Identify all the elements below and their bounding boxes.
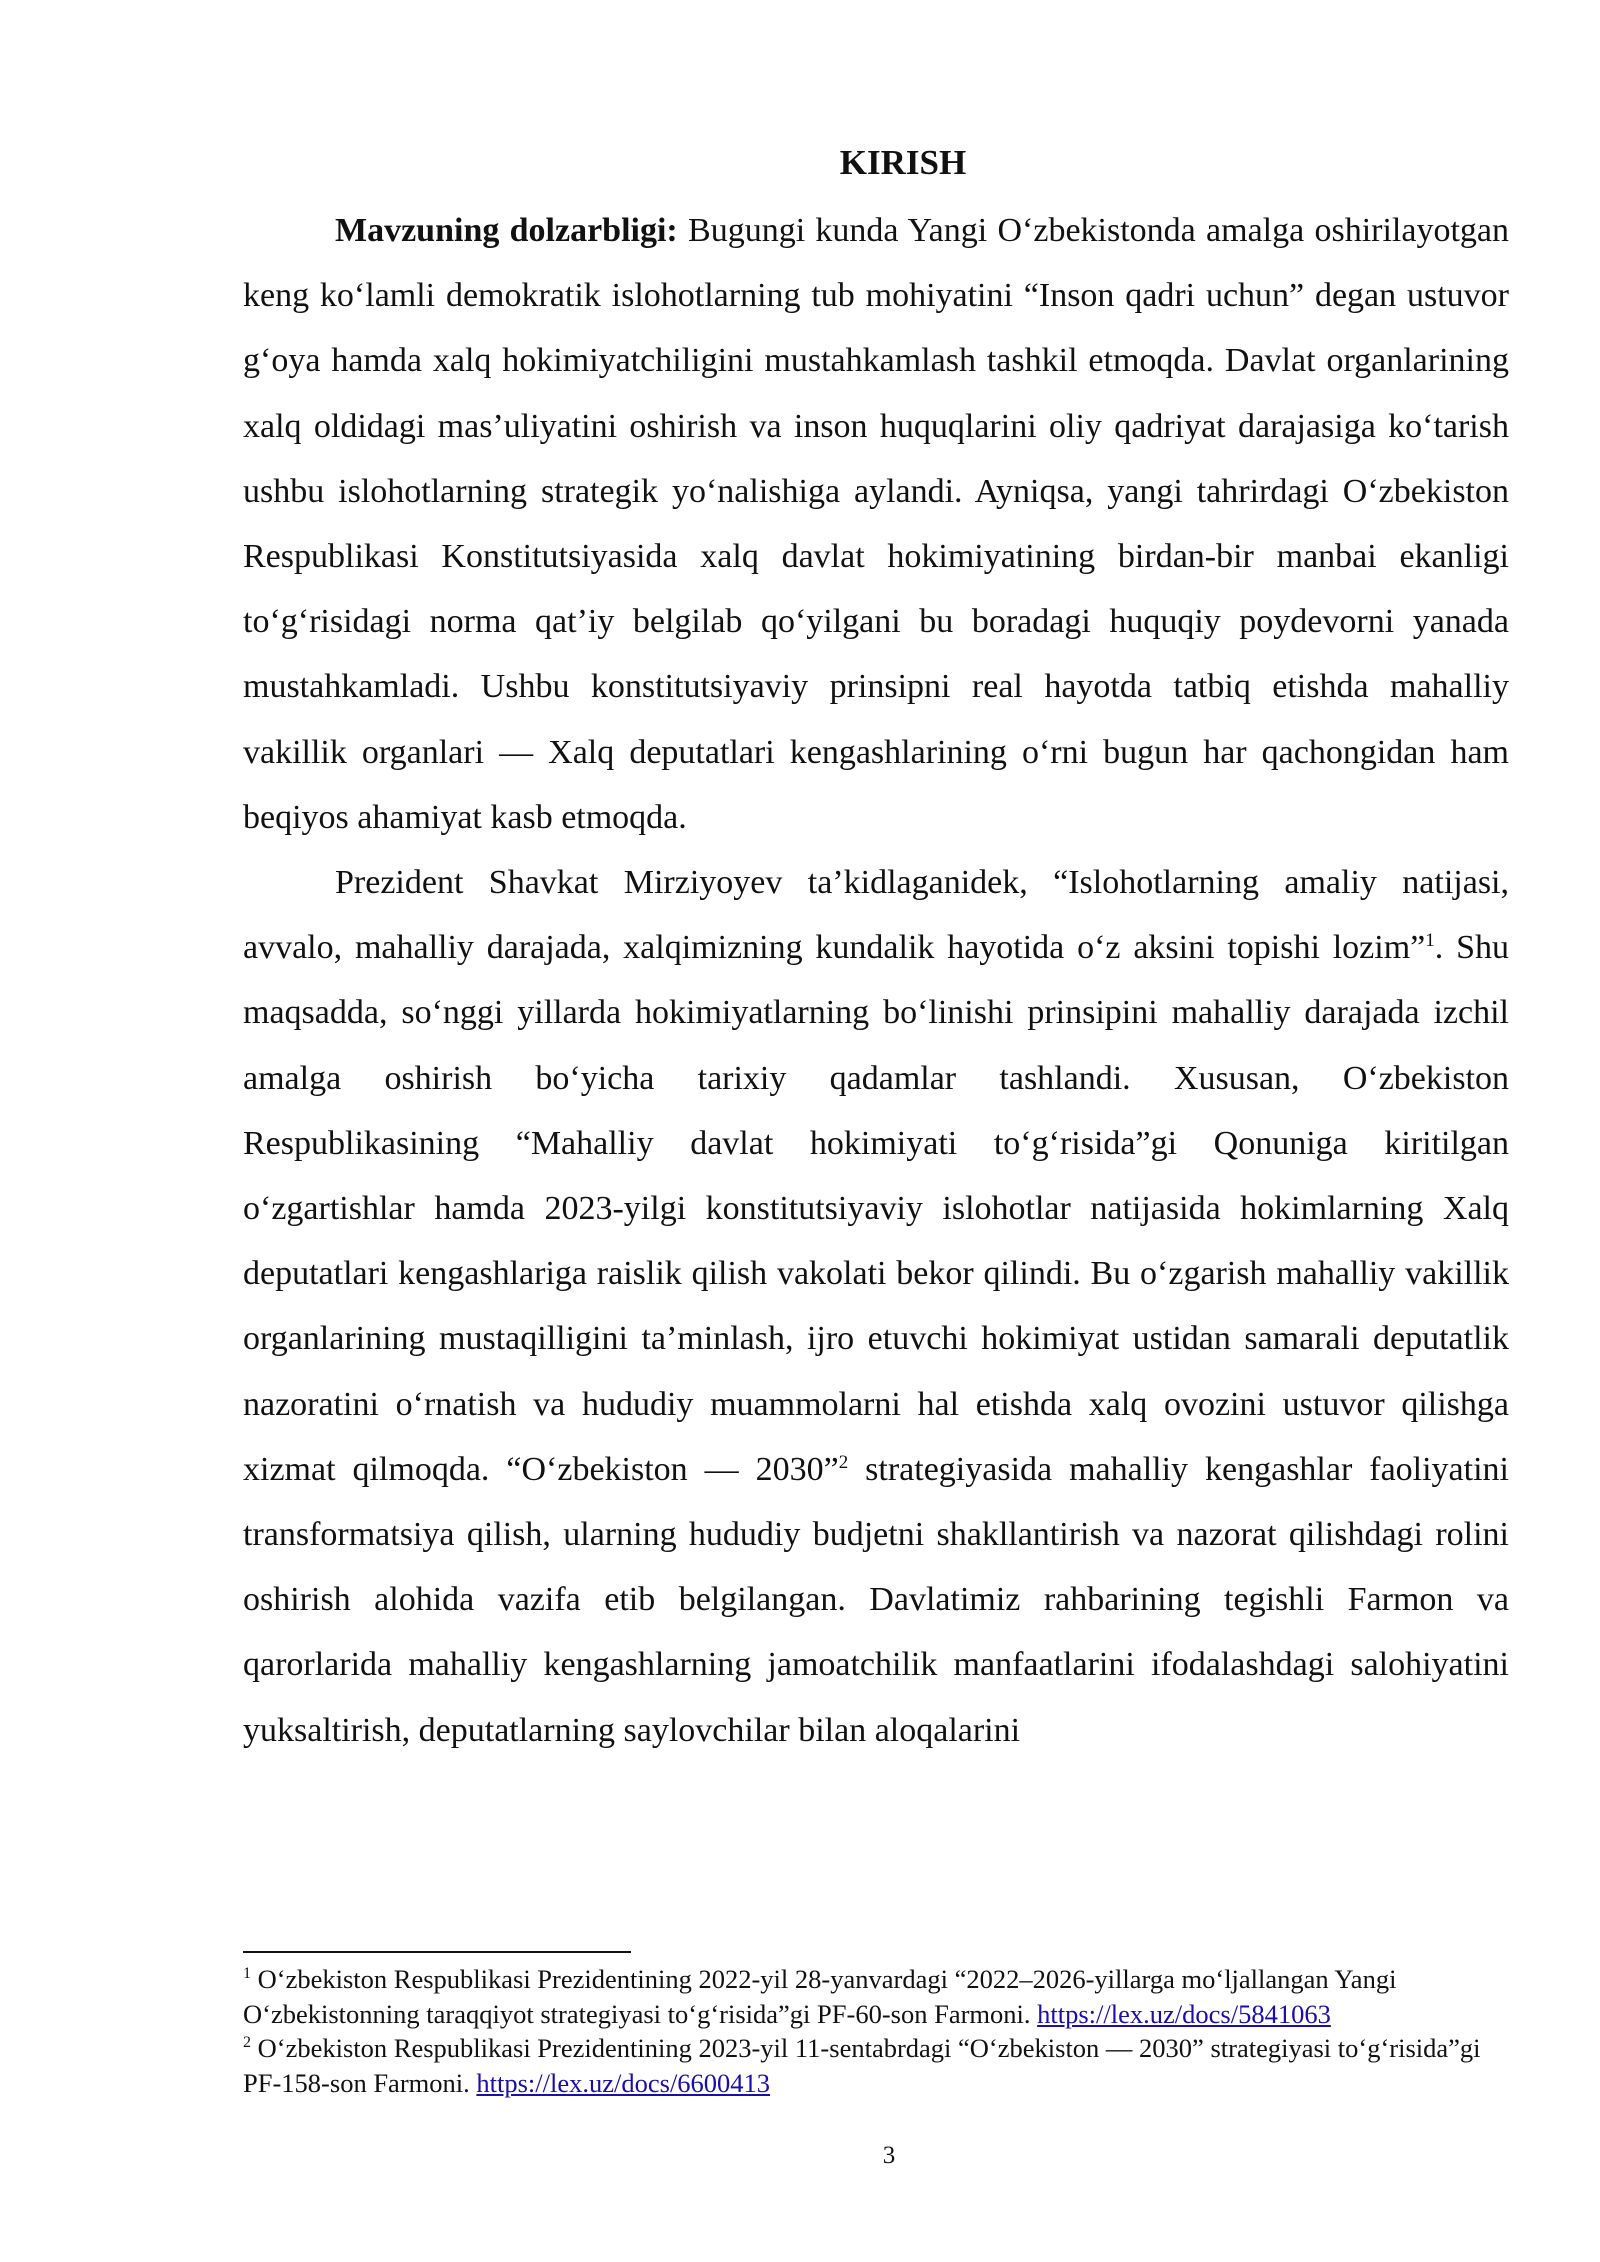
page-number: 3 <box>882 2142 896 2169</box>
footnote-2 <box>243 2031 1509 2100</box>
footnote-ref-2[interactable]: 2 <box>838 1451 849 1473</box>
paragraph-text: . Shu maqsadda, so‘nggi yillarda hokimiyatlarning bo‘linishi prinsipini mahalliy darajada izchil amalga oshirish bo‘yicha tarixiy qadamlar tashlandi. Xususan, O‘zbekiston Respublikasining “Mahalliy davlat hokimiyati to‘g‘risida”gi Qonuniga kiritilgan o‘zgartishlar hamda 2023-yilgi konstitutsiyaviy islohotlar natijasida hokimlarning Xalq deputatlari kengashlariga raislik qilish vakolati bekor qilindi. Bu o‘zgarish mahalliy vakillik organlarining mustaqilligini ta’minlash, ijro etuvchi hokimiyat ustidan samarali deputatlik nazoratini o‘rnatish va hududiy muammolarni hal etishda xalq ovozini ustuvor qilishga xizmat qilmoqda. “O‘zbekiston — 2030” <box>243 929 1509 1488</box>
footnotes <box>243 1962 1509 2100</box>
paragraph-relevance <box>243 198 1509 850</box>
paragraph-text: Bugungi kunda Yangi O‘zbekistonda amalga oshirilayotgan keng ko‘lamli demokratik islohotlarning tub mohiyatini “Inson qadri uchun” degan ustuvor g‘oya hamda xalq hokimiyatchiligini mustahkamlash tashkil etmoqda. Davlat organlarining xalq oldidagi mas’uliyatini oshirish va inson huquqlarini oliy qadriyat darajasiga ko‘tarish ushbu islohotlarning strategik yo‘nalishiga aylandi. Ayniqsa, yangi tahrirdagi O‘zbekiston Respublikasi Konstitutsiyasida xalq davlat hokimiyatining birdan-bir manbai ekanligi to‘g‘risidagi norma qat’iy belgilab qo‘yilgani bu boradagi huquqiy poydevorni yanada mustahkamladi. Ushbu konstitutsiyaviy prinsipni real hayotda tatbiq etishda mahalliy vakillik organlari — Xalq deputatlari kengashlarining o‘rni bugun har qachongidan ham beqiyos ahamiyat kasb etmoqda. <box>243 212 1509 836</box>
section-title: KIRISH <box>839 143 967 182</box>
footnote-link-1[interactable]: https://lex.uz/docs/5841063 <box>1037 1998 1331 2029</box>
footnote-1 <box>243 1962 1509 2031</box>
paragraph-text: Prezident Shavkat Mirziyoyev ta’kidlaganidek, “Islohotlarning amaliy natijasi, avvalo, mahalliy darajada, xalqimizning kundalik hayotida o‘z aksini topishi lozim” <box>243 864 1509 967</box>
footnote-text: O‘zbekiston Respublikasi Prezidentining 2022-yil 28-yanvardagi “2022–2026-yillarga mo‘ljallangan Yangi O‘zbekistonning taraqqiyot strategiyasi to‘g‘risida”gi PF-60-son Farmoni. <box>243 1964 1397 2029</box>
paragraph-lead: Mavzuning dolzarbligi: <box>335 212 678 249</box>
paragraph-text: strategiyasida mahalliy kengashlar faoliyatini transformatsiya qilish, ularning hududiy budjetni shakllantirish va nazorat qilishdagi rolini oshirish alohida vazifa etib belgilangan. Davlatimiz rahbarining tegishli Farmon va qarorlarida mahalliy kengashlarning jamoatchilik manfaatlarini ifodalashdagi salohiyatini yuksaltirish, deputatlarning saylovchilar bilan aloqalarini <box>243 1450 1509 1749</box>
footnote-mark: 1 <box>243 1965 251 1983</box>
footnote-separator <box>243 1951 631 1953</box>
footnote-ref-1[interactable]: 1 <box>1425 929 1435 951</box>
paragraph-president <box>243 850 1509 1763</box>
footnote-link-2[interactable]: https://lex.uz/docs/6600413 <box>476 2067 771 2098</box>
footnote-mark: 2 <box>243 2034 251 2052</box>
footnote-text: O‘zbekiston Respublikasi Prezidentining 2023-yil 11-sentabrdagi “O‘zbekiston — 2030” strategiyasi to‘g‘risida”gi PF-158-son Farmoni. <box>243 2033 1481 2098</box>
body-text <box>243 198 1509 1763</box>
